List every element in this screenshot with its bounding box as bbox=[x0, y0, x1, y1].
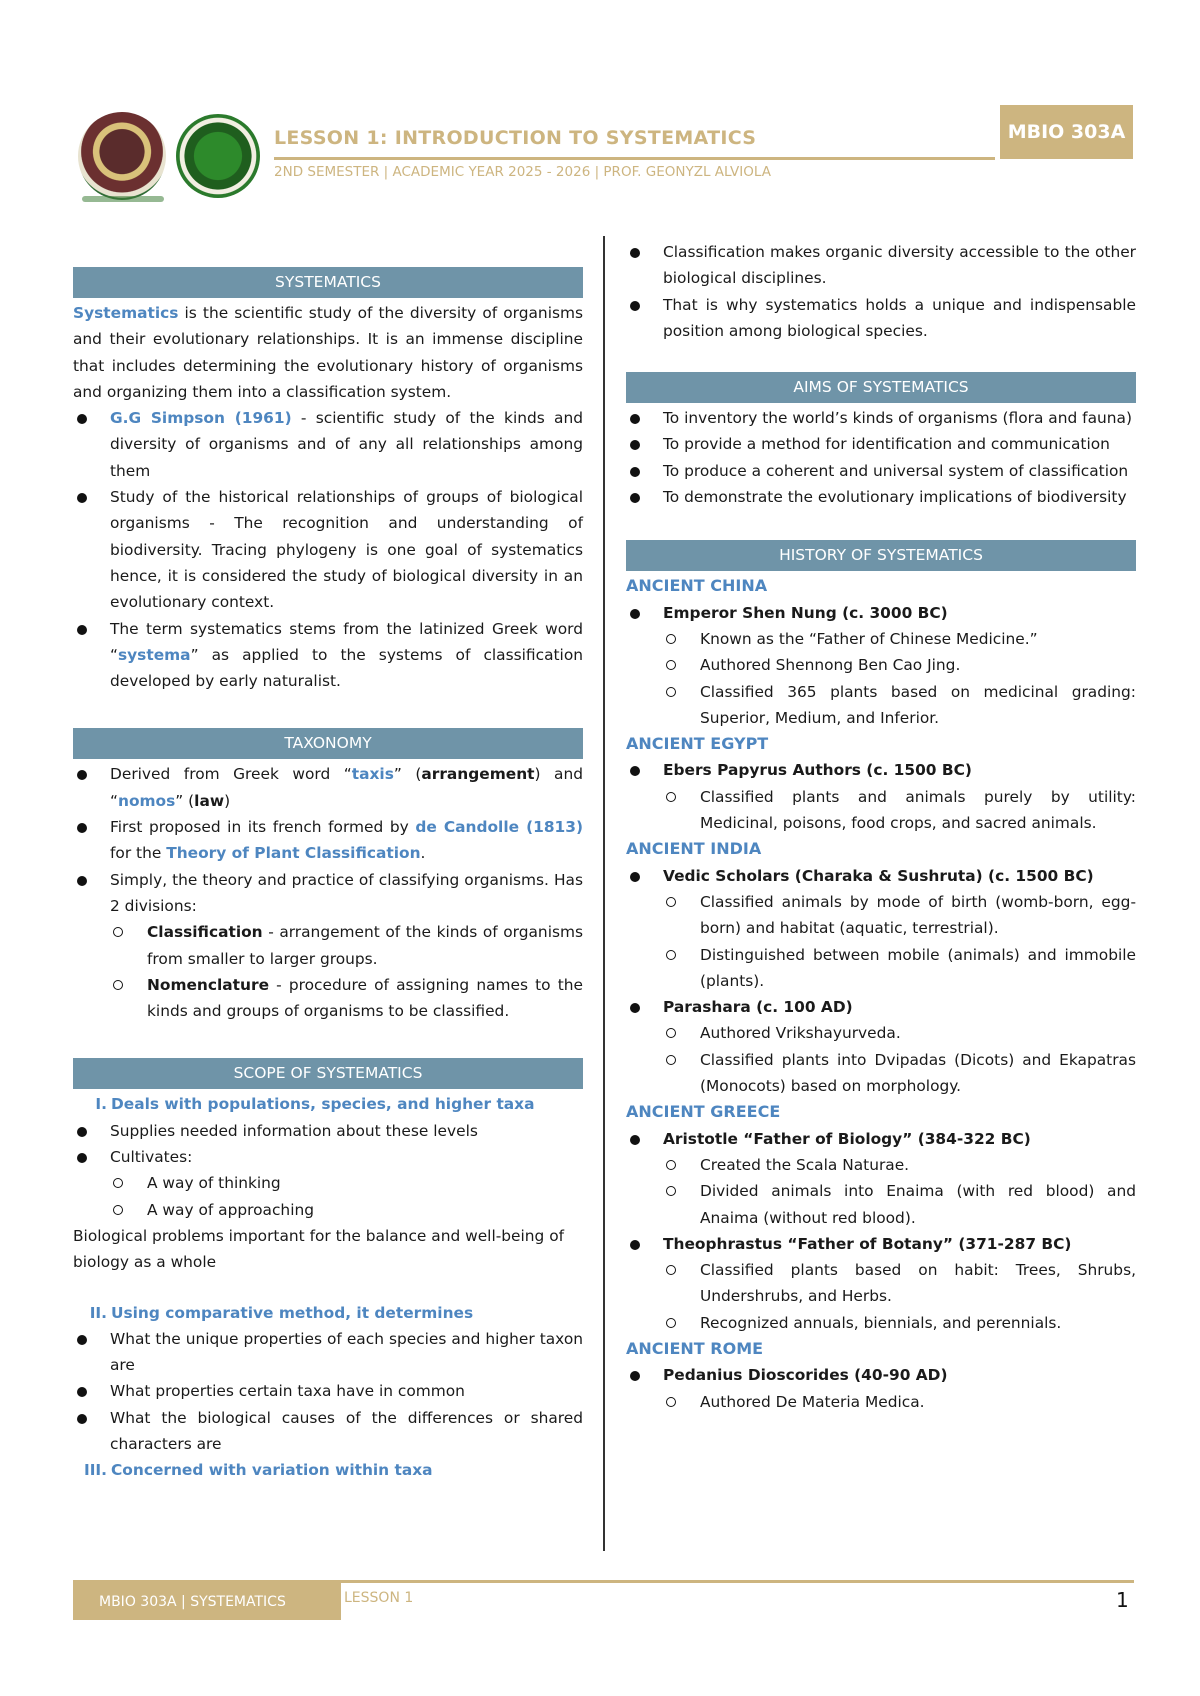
sub-list-item: Recognized annuals, biennials, and perennials. bbox=[626, 1310, 1136, 1336]
scope-heading-3 bbox=[73, 1457, 583, 1483]
india-sublist-1 bbox=[626, 889, 1136, 994]
person-name: Vedic Scholars (Charaka & Sushruta) (c. 1500 BC) bbox=[663, 866, 1094, 885]
sub-list-item: Created the Scala Naturae. bbox=[626, 1152, 1136, 1178]
taxonomy-bullets bbox=[73, 761, 583, 1024]
scope-1-subbullets bbox=[73, 1170, 583, 1223]
bullet-text: The term systematics stems from the latinized Greek word “ bbox=[110, 619, 583, 664]
era-heading-rome: ANCIENT ROME bbox=[626, 1338, 764, 1358]
list-item: Classification makes organic diversity accessible to the other biological disciplines. bbox=[626, 239, 1136, 292]
roman-numeral: III. bbox=[83, 1461, 107, 1480]
header-rule bbox=[274, 157, 995, 160]
list-item bbox=[73, 405, 583, 484]
greece-sublist-1 bbox=[626, 1152, 1136, 1231]
right-column bbox=[626, 239, 1136, 1415]
list-item: What properties certain taxa have in common bbox=[73, 1378, 583, 1404]
list-item bbox=[626, 1362, 1136, 1415]
sub-list-item: Known as the “Father of Chinese Medicine.” bbox=[626, 626, 1136, 652]
term-systema: systema bbox=[117, 645, 191, 664]
person-name: Aristotle “Father of Biology” (384-322 BC) bbox=[663, 1129, 1031, 1148]
aim-item: To provide a method for identification and communication bbox=[626, 431, 1136, 457]
scope-heading-text: Deals with populations, species, and higher taxa bbox=[111, 1095, 535, 1114]
section-bar-history: HISTORY OF SYSTEMATICS bbox=[626, 540, 1136, 571]
term-classification: Classification bbox=[147, 923, 263, 942]
left-column bbox=[73, 267, 583, 1484]
era-heading-india: ANCIENT INDIA bbox=[626, 839, 762, 859]
era-heading-greece: ANCIENT GREECE bbox=[626, 1102, 781, 1122]
term-systematics: Systematics bbox=[73, 304, 179, 322]
person-name: Emperor Shen Nung (c. 3000 BC) bbox=[663, 603, 948, 622]
term-de-candolle: de Candolle (1813) bbox=[415, 818, 583, 837]
sub-list-item: Classified animals by mode of birth (womb-born, egg-born) and habitat (aquatic, terrestrial). bbox=[626, 889, 1136, 942]
sub-list-item: Classified 365 plants based on medicinal grading: Superior, Medium, and Inferior. bbox=[626, 679, 1136, 732]
china-list bbox=[626, 600, 1136, 731]
egypt-sublist bbox=[626, 784, 1136, 837]
list-item bbox=[73, 1144, 583, 1223]
list-item: Study of the historical relationships of groups of biological organisms - The recognition and understanding of biodiversity. Tracing phylogeny is one goal of systematics hence, it is considered the study of biological diversity in an evolutionary context. bbox=[73, 484, 583, 615]
systematics-intro bbox=[73, 300, 583, 405]
lesson-title: LESSON 1: INTRODUCTION TO SYSTEMATICS bbox=[274, 127, 757, 149]
list-item bbox=[626, 757, 1136, 836]
bullet-text: - scientific study of the kinds and diversity of organisms and of any all relationships among them bbox=[110, 409, 583, 480]
sub-list-item: Authored Vrikshayurveda. bbox=[626, 1020, 1136, 1046]
scope-2-bullets bbox=[73, 1326, 583, 1457]
list-item bbox=[626, 863, 1136, 994]
term-nomenclature: Nomenclature bbox=[147, 975, 270, 994]
sub-list-item: Distinguished between mobile (animals) and immobile (plants). bbox=[626, 942, 1136, 995]
aim-item: To produce a coherent and universal system of classification bbox=[626, 458, 1136, 484]
rome-list bbox=[626, 1362, 1136, 1415]
bullet-text: ” ( bbox=[393, 765, 422, 784]
department-seal-logo bbox=[176, 114, 260, 198]
bullet-text: Simply, the theory and practice of classifying organisms. Has 2 divisions: bbox=[110, 870, 583, 915]
intro-text: is the scientific study of the diversity of organisms and their evolutionary relationships. It is an immense discipline that includes determining the evolutionary history of organisms and organizing them into a classification system. bbox=[73, 304, 583, 401]
footer-lesson-label: LESSON 1 bbox=[344, 1590, 414, 1606]
list-item bbox=[626, 600, 1136, 731]
greece-sublist-2 bbox=[626, 1257, 1136, 1336]
sub-list-item: A way of thinking bbox=[73, 1170, 583, 1196]
greece-list bbox=[626, 1126, 1136, 1336]
sub-list-item: Classified plants into Dvipadas (Dicots) and Ekapatras (Monocots) based on morphology. bbox=[626, 1047, 1136, 1100]
bullet-text: ” ( bbox=[175, 791, 195, 810]
scope-heading-text: Using comparative method, it determines bbox=[111, 1303, 474, 1322]
sub-list-item: Authored De Materia Medica. bbox=[626, 1389, 1136, 1415]
college-seal-ribbon bbox=[82, 196, 164, 202]
bullet-text: First proposed in its french formed by bbox=[110, 818, 416, 837]
sub-list-item: Classified plants and animals purely by utility: Medicinal, poisons, food crops, and sacred animals. bbox=[626, 784, 1136, 837]
person-name: Parashara (c. 100 AD) bbox=[663, 998, 853, 1017]
aim-item: To demonstrate the evolutionary implications of biodiversity bbox=[626, 484, 1136, 510]
list-item bbox=[626, 994, 1136, 1099]
scope-heading-1 bbox=[73, 1091, 583, 1117]
bullet-text: - procedure of assigning names to the kinds and groups of organisms to be classified. bbox=[147, 975, 583, 1021]
list-item bbox=[73, 867, 583, 1025]
bullet-text: ) bbox=[224, 791, 231, 810]
bullet-text: - arrangement of the kinds of organisms from smaller to larger groups. bbox=[147, 923, 583, 968]
bullet-text: . bbox=[420, 844, 426, 863]
term-arrangement: arrangement bbox=[421, 765, 535, 784]
course-code-badge: MBIO 303A bbox=[1000, 105, 1133, 159]
bullet-text: for the bbox=[110, 844, 167, 863]
person-name: Theophrastus “Father of Botany” (371-287 BC) bbox=[663, 1234, 1072, 1253]
scope-heading-2 bbox=[73, 1300, 583, 1326]
bullet-text: ” as applied to the systems of classification developed by early naturalist. bbox=[110, 645, 583, 691]
bullet-text: Derived from Greek word “ bbox=[110, 765, 352, 784]
aim-item: To inventory the world’s kinds of organisms (flora and fauna) bbox=[626, 405, 1136, 431]
sub-list-item bbox=[73, 919, 583, 972]
bullet-text: ) and “ bbox=[110, 765, 583, 810]
systematics-continued-bullets bbox=[626, 239, 1136, 344]
bullet-text: Cultivates: bbox=[110, 1148, 193, 1167]
sub-list-item: Divided animals into Enaima (with red blood) and Anaima (without red blood). bbox=[626, 1178, 1136, 1231]
term-taxis: taxis bbox=[351, 765, 394, 784]
list-item: That is why systematics holds a unique and indispensable position among biological species. bbox=[626, 292, 1136, 345]
lesson-subtitle: 2ND SEMESTER | ACADEMIC YEAR 2025 - 2026 | PROF. GEONYZL ALVIOLA bbox=[274, 164, 771, 180]
sub-list-item: A way of approaching bbox=[73, 1197, 583, 1223]
person-name: Pedanius Dioscorides (40-90 AD) bbox=[663, 1366, 948, 1385]
list-item bbox=[626, 1231, 1136, 1336]
list-item: Supplies needed information about these levels bbox=[73, 1118, 583, 1144]
scope-heading-text: Concerned with variation within taxa bbox=[111, 1461, 433, 1480]
india-sublist-2 bbox=[626, 1020, 1136, 1099]
sub-list-item bbox=[73, 972, 583, 1025]
page-number: 1 bbox=[1116, 1588, 1129, 1612]
term-nomos: nomos bbox=[117, 791, 176, 810]
column-divider bbox=[603, 236, 605, 1551]
term-law: law bbox=[194, 791, 225, 810]
rome-sublist bbox=[626, 1389, 1136, 1415]
list-item bbox=[626, 1126, 1136, 1231]
era-heading-china: ANCIENT CHINA bbox=[626, 576, 768, 596]
section-bar-aims: AIMS OF SYSTEMATICS bbox=[626, 372, 1136, 403]
section-bar-taxonomy: TAXONOMY bbox=[73, 728, 583, 759]
roman-numeral: I. bbox=[95, 1095, 107, 1114]
china-sublist bbox=[626, 626, 1136, 731]
list-item bbox=[73, 761, 583, 814]
era-heading-egypt: ANCIENT EGYPT bbox=[626, 734, 769, 754]
aims-list bbox=[626, 405, 1136, 510]
term-theory-plant-classification: Theory of Plant Classification bbox=[166, 844, 421, 863]
systematics-bullets bbox=[73, 405, 583, 694]
term-simpson: G.G Simpson (1961) bbox=[110, 409, 292, 428]
taxonomy-subbullets bbox=[73, 919, 583, 1024]
india-list bbox=[626, 863, 1136, 1100]
list-item bbox=[73, 814, 583, 867]
roman-numeral: II. bbox=[89, 1303, 107, 1322]
scope-1-bullets bbox=[73, 1118, 583, 1223]
section-bar-scope: SCOPE OF SYSTEMATICS bbox=[73, 1058, 583, 1089]
footer-course-label: MBIO 303A | SYSTEMATICS bbox=[73, 1583, 341, 1620]
college-seal-logo bbox=[78, 112, 166, 200]
egypt-list bbox=[626, 757, 1136, 836]
list-item bbox=[73, 616, 583, 695]
sub-list-item: Classified plants based on habit: Trees, Shrubs, Undershrubs, and Herbs. bbox=[626, 1257, 1136, 1310]
scope-paragraph: Biological problems important for the balance and well-being of biology as a whole bbox=[73, 1226, 565, 1272]
sub-list-item: Authored Shennong Ben Cao Jing. bbox=[626, 652, 1136, 678]
section-bar-systematics: SYSTEMATICS bbox=[73, 267, 583, 298]
list-item: What the unique properties of each species and higher taxon are bbox=[73, 1326, 583, 1379]
person-name: Ebers Papyrus Authors (c. 1500 BC) bbox=[663, 761, 972, 780]
list-item: What the biological causes of the differences or shared characters are bbox=[73, 1405, 583, 1458]
